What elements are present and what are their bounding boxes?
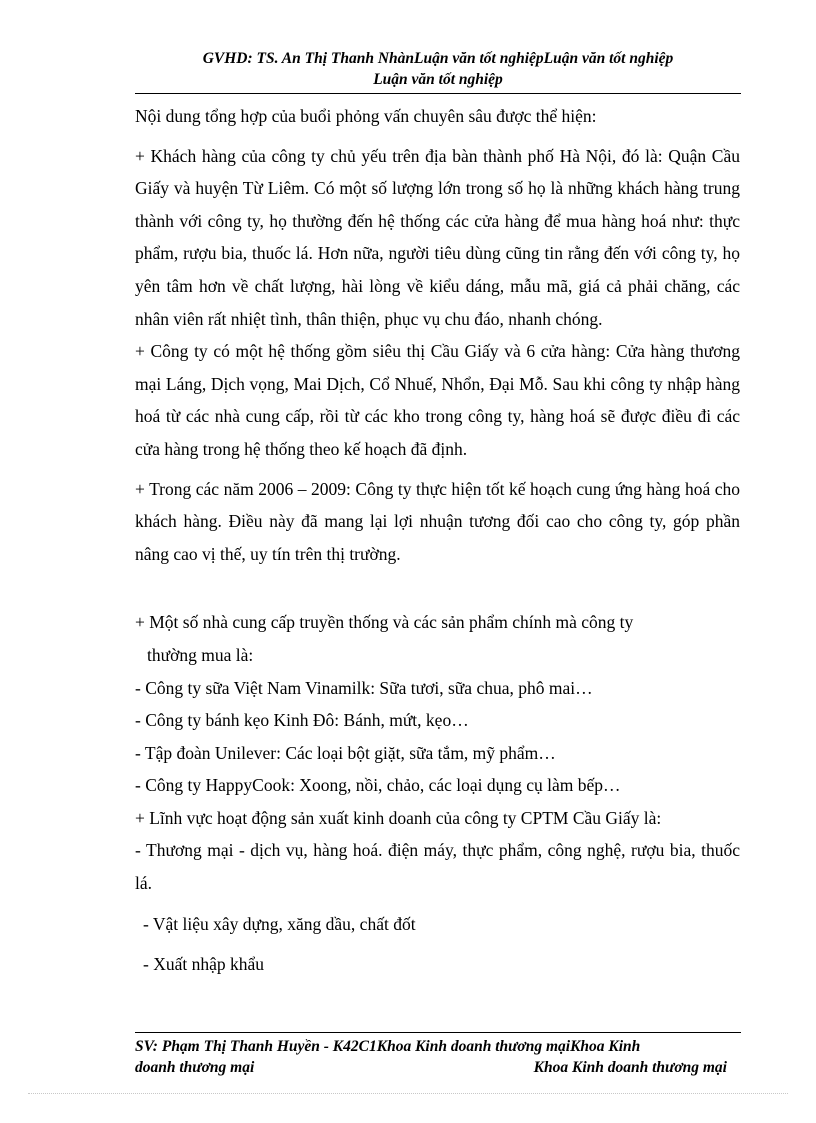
supplier-item: - Công ty sữa Việt Nam Vinamilk: Sữa tươi, sữa chua, phô mai… — [135, 677, 593, 698]
suppliers-intro-line-2: thường mua là: — [147, 644, 254, 665]
page-bottom-border — [28, 1093, 788, 1094]
supplier-item: - Tập đoàn Unilever: Các loại bột giặt, sữa tắm, mỹ phẩm… — [135, 742, 556, 763]
footer-line-2-right: Khoa Kinh doanh thương mại — [533, 1059, 727, 1076]
page-footer — [135, 1036, 741, 1078]
paragraph-store-system: + Công ty có một hệ thống gồm siêu thị Cầu Giấy và 6 cửa hàng: Cửa hàng thương mại Láng, Dịch vọng, Mai Dịch, Cổ Nhuế, Nhổn, Đại Mỗ. Sau khi công ty nhập hàng hoá từ các nhà cung cấp, rồi từ các kho trong công ty, hàng hoá sẽ được điều đi các cửa hàng trong hệ thống theo kế hoạch đã định. — [135, 341, 740, 459]
footer-line-2-left: doanh thương mại — [135, 1059, 255, 1076]
header-line-1: GVHD: TS. An Thị Thanh NhànLuận văn tốt nghiệpLuận văn tốt nghiệp — [202, 50, 674, 67]
business-field-materials: - Vật liệu xây dựng, xăng dầu, chất đốt — [143, 913, 416, 934]
business-field-import-export: - Xuất nhập khẩu — [143, 954, 265, 975]
header-rule — [135, 93, 741, 94]
header-line-2: Luận văn tốt nghiệp — [373, 71, 503, 88]
footer-line-1: SV: Phạm Thị Thanh Huyền - K42C1Khoa Kinh doanh thương mạiKhoa Kinh — [135, 1038, 641, 1055]
footer-line-2 — [135, 1057, 741, 1078]
suppliers-intro-line-1: + Một số nhà cung cấp truyền thống và các sản phẩm chính mà công ty — [135, 612, 634, 633]
paragraph-customers: + Khách hàng của công ty chủ yếu trên địa bàn thành phố Hà Nội, đó là: Quận Cầu Giấy và huyện Từ Liêm. Có một số lượng lớn trong số họ là những khách hàng trung thành với công ty, họ thường đến hệ thống các cửa hàng để mua hàng hoá như: thực phẩm, rượu bia, thuốc lá. Hơn nữa, người tiêu dùng cũng tin rằng đến với công ty, họ yên tâm hơn về chất lượng, hài lòng về kiểu dáng, mẫu mã, giá cả phải chăng, các nhân viên rất nhiệt tình, thân thiện, phục vụ chu đáo, nhanh chóng. — [135, 145, 740, 329]
document-body — [135, 98, 740, 981]
business-field-trade: - Thương mại - dịch vụ, hàng hoá. điện máy, thực phẩm, công nghệ, rượu bia, thuốc lá. — [135, 840, 740, 894]
supplier-item: - Công ty HappyCook: Xoong, nồi, chảo, các loại dụng cụ làm bếp… — [135, 775, 621, 796]
paragraph-supply-plan: + Trong các năm 2006 – 2009: Công ty thực hiện tốt kế hoạch cung ứng hàng hoá cho khách hàng. Điều này đã mang lại lợi nhuận tương đối cao cho công ty, góp phần nâng cao vị thế, uy tín trên thị trường. — [135, 478, 740, 564]
page-header — [135, 48, 741, 90]
intro-paragraph: Nội dung tổng hợp của buổi phỏng vấn chuyên sâu được thể hiện: — [135, 106, 597, 126]
footer-rule — [135, 1032, 741, 1033]
paragraph-business-fields: + Lĩnh vực hoạt động sản xuất kinh doanh của công ty CPTM Cầu Giấy là: — [135, 807, 662, 828]
supplier-item: - Công ty bánh kẹo Kinh Đô: Bánh, mứt, kẹo… — [135, 710, 469, 731]
paragraph-suppliers-intro — [135, 606, 740, 671]
